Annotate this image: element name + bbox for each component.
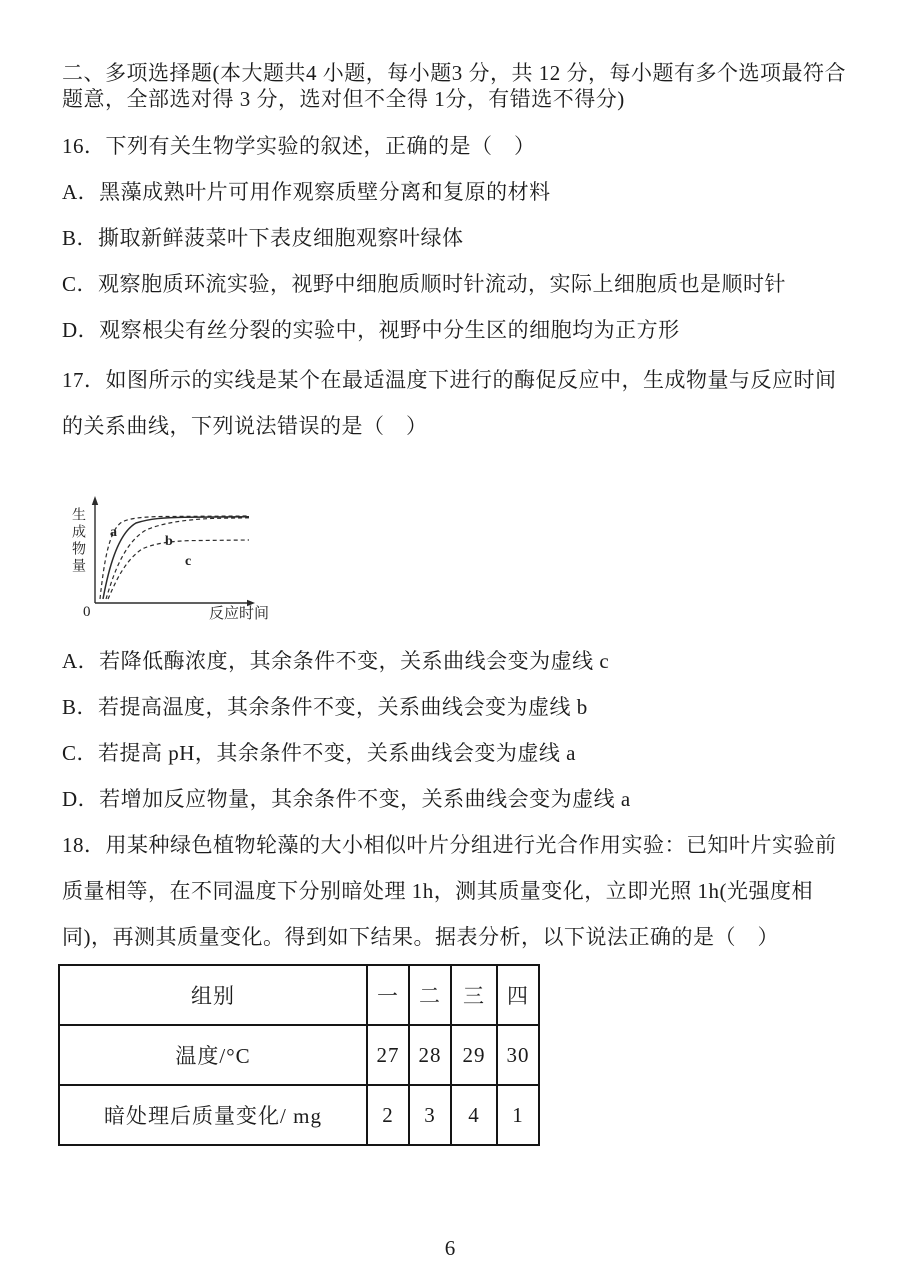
table-cell: 2 <box>367 1085 409 1145</box>
section-header-line1: 二、多项选择题(本大题共4 小题，每小题3 分，共 12 分，每小题有多个选项最符合 <box>62 61 846 85</box>
table-cell: 3 <box>409 1085 451 1145</box>
table-row-group <box>59 965 539 1025</box>
question-16-stem: 16．下列有关生物学实验的叙述，正确的是（ ） <box>62 134 536 158</box>
question-17-option-b: B．若提高温度，其余条件不变，关系曲线会变为虚线 b <box>62 695 588 719</box>
table-cell: 28 <box>409 1025 451 1085</box>
table-cell: 二 <box>409 965 451 1025</box>
question-16-option-d: D．观察根尖有丝分裂的实验中，视野中分生区的细胞均为正方形 <box>62 318 680 342</box>
curve-c <box>108 540 249 599</box>
question-17-option-a: A．若降低酶浓度，其余条件不变，关系曲线会变为虚线 c <box>62 649 610 673</box>
graph-origin-label: 0 <box>83 604 91 620</box>
table-cell: 4 <box>451 1085 497 1145</box>
table-row-temperature <box>59 1025 539 1085</box>
table-cell: 一 <box>367 965 409 1025</box>
table-cell: 27 <box>367 1025 409 1085</box>
page-number: 6 <box>444 1236 456 1260</box>
table-cell: 四 <box>497 965 539 1025</box>
table-cell: 29 <box>451 1025 497 1085</box>
section-header-line2: 题意，全部选对得 3 分，选对但不全得 1分，有错选不得分) <box>62 87 625 111</box>
table-row-mass-change <box>59 1085 539 1145</box>
y-axis-arrow <box>92 496 98 505</box>
question-16-option-b: B．撕取新鲜菠菜叶下表皮细胞观察叶绿体 <box>62 226 464 250</box>
curve-label-a: a <box>110 525 117 540</box>
table-cell: 三 <box>451 965 497 1025</box>
question-18-stem-line2: 质量相等，在不同温度下分别暗处理 1h，测其质量变化，立即光照 1h(光强度相 <box>62 879 813 903</box>
question-16-option-a: A．黑藻成熟叶片可用作观察质壁分离和复原的材料 <box>62 180 551 204</box>
graph-x-axis-label: 反应时间 <box>209 606 270 622</box>
table-cell-group-label: 组别 <box>59 965 367 1025</box>
question-17-option-c: C．若提高 pH，其余条件不变，关系曲线会变为虚线 a <box>62 741 576 765</box>
curve-label-c: c <box>185 554 192 569</box>
q18-results-table <box>58 964 540 1146</box>
question-18-stem-line3: 同)，再测其质量变化。得到如下结果。据表分析，以下说法正确的是（ ） <box>62 925 779 949</box>
question-17-stem-line1: 17．如图所示的实线是某个在最适温度下进行的酶促反应中，生成物量与反应时间 <box>62 368 837 392</box>
table-cell-temperature-label: 温度/°C <box>59 1025 367 1085</box>
table-cell: 1 <box>497 1085 539 1145</box>
question-18-stem-line1: 18．用某种绿色植物轮藻的大小相似叶片分组进行光合作用实验：已知叶片实验前 <box>62 833 837 857</box>
question-17-option-d: D．若增加反应物量，其余条件不变，关系曲线会变为虚线 a <box>62 787 631 811</box>
curve-label-b: b <box>165 534 173 549</box>
table-cell-mass-change-label: 暗处理后质量变化/ mg <box>59 1085 367 1145</box>
question-17-stem-line2: 的关系曲线，下列说法错误的是（ ） <box>62 414 428 438</box>
table-cell: 30 <box>497 1025 539 1085</box>
graph-y-axis-label: 生成物量 <box>70 507 85 575</box>
q17-enzyme-reaction-graph <box>62 490 312 630</box>
curve-solid <box>103 517 249 599</box>
question-16-option-c: C．观察胞质环流实验，视野中细胞质顺时针流动，实际上细胞质也是顺时针 <box>62 272 787 296</box>
